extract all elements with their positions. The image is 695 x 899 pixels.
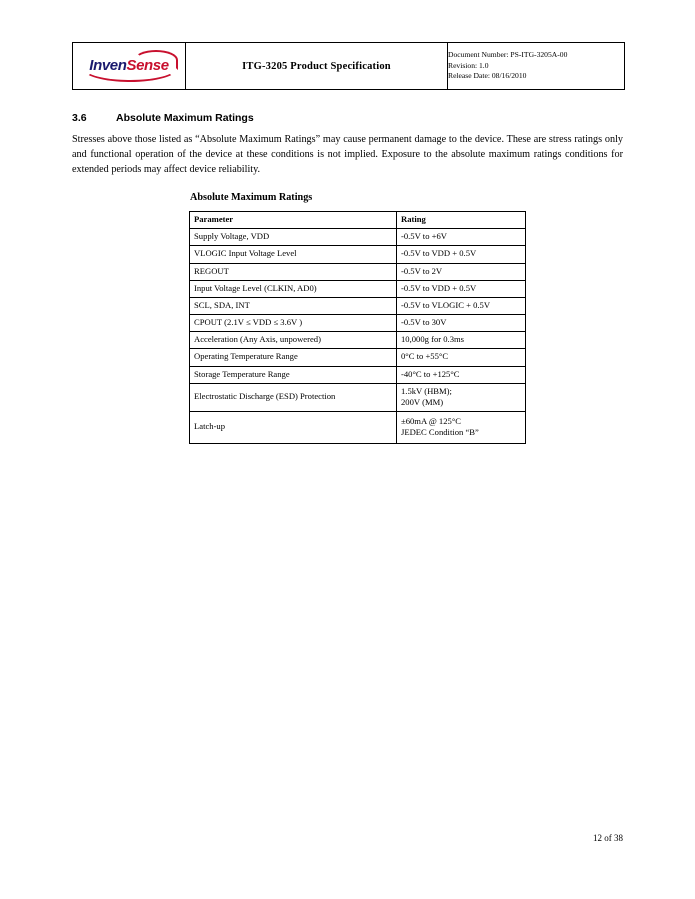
header-document-title: ITG-3205 Product Specification bbox=[186, 43, 448, 90]
page-footer: 12 of 38 bbox=[593, 833, 623, 843]
cell-parameter: VLOGIC Input Voltage Level bbox=[190, 246, 397, 263]
table-row bbox=[190, 246, 526, 263]
cell-rating: -0.5V to 2V bbox=[397, 263, 526, 280]
column-header-rating: Rating bbox=[397, 212, 526, 229]
cell-parameter: Storage Temperature Range bbox=[190, 366, 397, 383]
cell-rating: -0.5V to +6V bbox=[397, 229, 526, 246]
table-row bbox=[190, 315, 526, 332]
cell-parameter: Supply Voltage, VDD bbox=[190, 229, 397, 246]
table-row bbox=[190, 280, 526, 297]
section-heading bbox=[72, 112, 254, 124]
header-revision: Revision: 1.0 bbox=[448, 60, 489, 70]
cell-parameter: REGOUT bbox=[190, 263, 397, 280]
cell-parameter: SCL, SDA, INT bbox=[190, 297, 397, 314]
table-row bbox=[190, 297, 526, 314]
invensense-logo-icon bbox=[80, 51, 178, 81]
header-release-date: Release Date: 08/16/2010 bbox=[448, 71, 527, 81]
cell-parameter: Acceleration (Any Axis, unpowered) bbox=[190, 332, 397, 349]
cell-rating: -0.5V to VDD + 0.5V bbox=[397, 246, 526, 263]
cell-rating: 10,000g for 0.3ms bbox=[397, 332, 526, 349]
table-row bbox=[190, 229, 526, 246]
cell-parameter: CPOUT (2.1V ≤ VDD ≤ 3.6V ) bbox=[190, 315, 397, 332]
table-header-row bbox=[190, 212, 526, 229]
table-row bbox=[190, 332, 526, 349]
section-paragraph: Stresses above those listed as “Absolute Maximum Ratings” may cause permanent damage to the device. These are stress ratings only and functional operation of the device at these conditions is not implied. Exposure to the absolute maximum ratings conditions for extended periods may affect device reliability. bbox=[72, 134, 623, 175]
header-logo-cell bbox=[73, 43, 186, 90]
table-row bbox=[190, 412, 526, 444]
cell-rating: 0°C to +55°C bbox=[397, 349, 526, 366]
table-row bbox=[190, 383, 526, 411]
table-body bbox=[190, 229, 526, 444]
cell-parameter: Operating Temperature Range bbox=[190, 349, 397, 366]
cell-rating: 1.5kV (HBM); 200V (MM) bbox=[397, 383, 526, 411]
cell-parameter: Input Voltage Level (CLKIN, AD0) bbox=[190, 280, 397, 297]
table-row bbox=[190, 263, 526, 280]
cell-rating: -0.5V to VLOGIC + 0.5V bbox=[397, 297, 526, 314]
cell-parameter: Latch-up bbox=[190, 412, 397, 444]
absolute-maximum-ratings-table bbox=[189, 211, 526, 444]
column-header-parameter: Parameter bbox=[190, 212, 397, 229]
cell-rating: -0.5V to 30V bbox=[397, 315, 526, 332]
logo-text-secondary: Sense bbox=[126, 57, 169, 74]
cell-parameter: Electrostatic Discharge (ESD) Protection bbox=[190, 383, 397, 411]
cell-rating: -40°C to +125°C bbox=[397, 366, 526, 383]
section-number: 3.6 bbox=[72, 112, 87, 124]
header-metadata bbox=[448, 43, 625, 90]
logo-text-primary: Inven bbox=[89, 57, 127, 74]
cell-rating: -0.5V to VDD + 0.5V bbox=[397, 280, 526, 297]
page-header bbox=[72, 42, 625, 90]
table-row bbox=[190, 349, 526, 366]
section-title: Absolute Maximum Ratings bbox=[116, 112, 254, 124]
cell-rating: ±60mA @ 125°C JEDEC Condition “B” bbox=[397, 412, 526, 444]
table-row bbox=[190, 366, 526, 383]
table-caption: Absolute Maximum Ratings bbox=[190, 192, 313, 203]
header-document-number: Document Number: PS-ITG-3205A-00 bbox=[448, 49, 568, 59]
